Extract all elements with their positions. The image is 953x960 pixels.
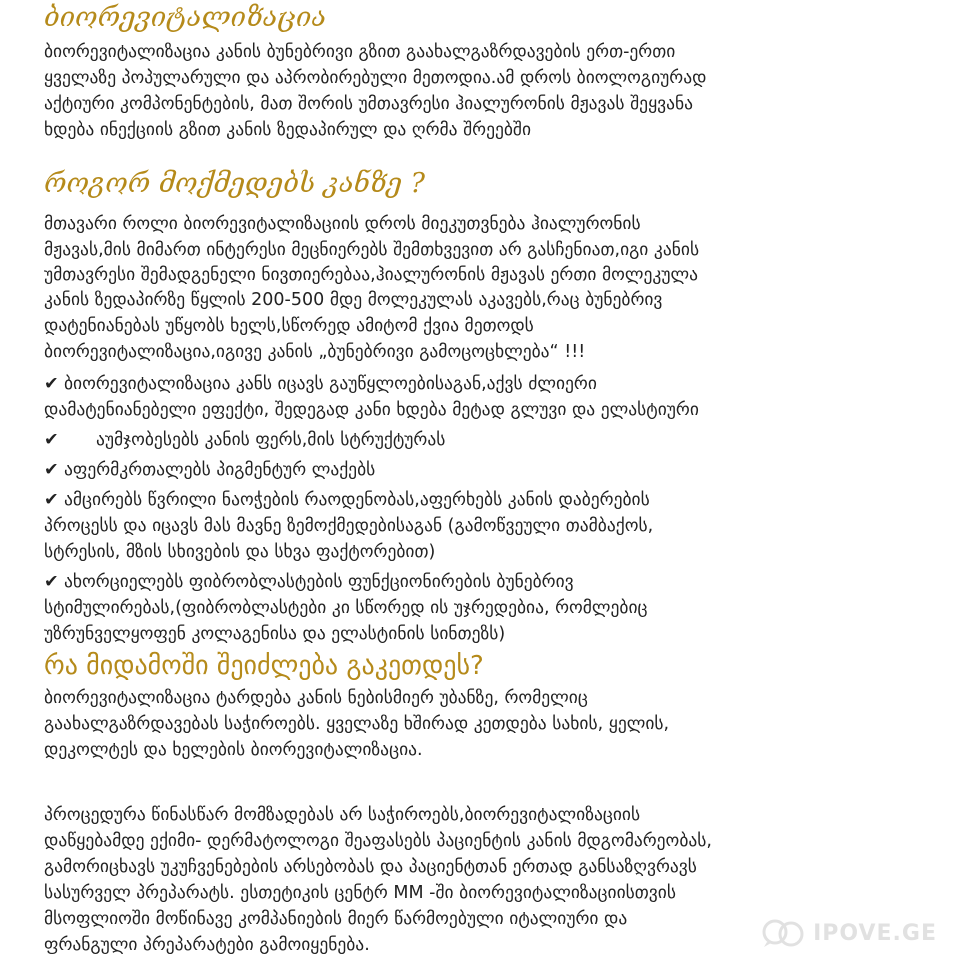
bullet-text: აფერმკრთალებს პიგმენტურ ლაქებს bbox=[64, 460, 376, 480]
paragraph-line: ბიორევიტალიზაცია,იგივე კანის „ბუნებრივი გამოცოცხლება“ !!! bbox=[44, 342, 586, 362]
bullet-item bbox=[44, 570, 574, 594]
paragraph-line: ფრანგული პრეპარატები გამოიყენება. bbox=[44, 935, 370, 955]
section-heading-biorevitalization: ბიორევიტალიზაცია bbox=[44, 2, 327, 33]
checkmark-icon: ✔ bbox=[44, 490, 59, 510]
paragraph-line: ბიორევიტალიზაცია კანის ბუნებრივი გზით გაახალგაზრდავების ერთ-ერთი bbox=[44, 42, 676, 62]
bullet-continuation-line: სტრესის, მზის სხივების და სხვა ფაქტორებით) bbox=[44, 542, 436, 562]
paragraph-line: პროცედურა წინასწარ მომზადებას არ საჭიროებს,ბიორევიტალიზაციის bbox=[44, 805, 641, 825]
paragraph-line: მსოფლიოში მოწინავე კომპანიების მიერ წარმოებული იტალიური და bbox=[44, 909, 628, 929]
section-heading-how-it-works: როგორ მოქმედებს კანზე ? bbox=[44, 168, 426, 199]
bullet-text: აუმჯობესებს კანის ფერს,მის სტრუქტურას bbox=[96, 430, 446, 450]
checkmark-icon: ✔ bbox=[44, 572, 59, 592]
paragraph-line: მჟავას,მის მიმართ ინტერესი მეცნიერებს შემთხვევით არ გასჩენიათ,იგი კანის bbox=[44, 240, 700, 260]
watermark bbox=[761, 918, 937, 948]
paragraph-line: დაწყებამდე ექიმი- დერმატოლოგი შეაფასებს პაციენტის კანის მდგომარეობას, bbox=[44, 831, 712, 851]
bullet-item bbox=[44, 458, 375, 482]
paragraph-line: ხდება ინექციის გზით კანის ზედაპირულ და ღრმა შრეებში bbox=[44, 120, 532, 140]
bullet-item bbox=[44, 372, 597, 396]
section-heading-treatment-areas: რა მიდამოში შეიძლება გაკეთდეს? bbox=[44, 651, 484, 681]
bullet-continuation-line: უზრუნველყოფენ კოლაგენისა და ელასტინის სინთეზს) bbox=[44, 624, 506, 644]
paragraph-line: გამორიცხავს უკუჩვენებების არსებობას და პაციენტთან ერთად განსაზღვრავს bbox=[44, 857, 697, 877]
bullet-item bbox=[44, 428, 445, 452]
paragraph-line: ყველაზე პოპულარული და აპრობირებული მეთოდია.ამ დროს ბიოლოგიურად bbox=[44, 68, 707, 88]
paragraph-line: სასურველ პრეპარატს. ესთეტიკის ცენტრ MM -ში ბიორევიტალიზაციისთვის bbox=[44, 883, 676, 903]
paragraph-line: გაახალგაზრდავებას საჭიროებს. ყველაზე ხშირად კეთდება სახის, ყელის, bbox=[44, 714, 670, 734]
speech-bubble-icon bbox=[761, 918, 805, 948]
bullet-text: ბიორევიტალიზაცია კანს იცავს გაუწყლოებისაგან,აქვს ძლიერი bbox=[64, 374, 597, 394]
checkmark-icon: ✔ bbox=[44, 460, 59, 480]
paragraph-line: კანის ზედაპირზე წყლის 200-500 მდე მოლეკულას აკავებს,რაც ბუნებრივ bbox=[44, 290, 663, 310]
bullet-text: ახორციელებს ფიბრობლასტების ფუნქციონირების ბუნებრივ bbox=[64, 572, 574, 592]
paragraph-line: უმთავრესი შემადგენელი ნივთიერებაა,ჰიალურონის მჟავას ერთი მოლეკულა bbox=[44, 265, 698, 285]
bullet-continuation-line: სტიმულირებას,(ფიბრობლასტები კი სწორედ ის უჯრედებია, რომლებიც bbox=[44, 598, 648, 618]
bullet-item bbox=[44, 488, 650, 512]
paragraph-line: დატენიანებას უწყობს ხელს,სწორედ ამიტომ ქვია მეთოდს bbox=[44, 316, 534, 336]
checkmark-icon: ✔ bbox=[44, 430, 59, 450]
paragraph-line: აქტიური კომპონენტების, მათ შორის უმთავრესი ჰიალურონის მჟავას შეყვანა bbox=[44, 94, 694, 114]
paragraph-line: დეკოლტეს და ხელების ბიორევიტალიზაცია. bbox=[44, 740, 423, 760]
bullet-text: ამცირებს წვრილი ნაოჭების რაოდენობას,აფერხებს კანის დაბერების bbox=[64, 490, 650, 510]
bullet-continuation-line: დამატენიანებელი ეფექტი, შედეგად კანი ხდება მეტად გლუვი და ელასტიური bbox=[44, 400, 699, 420]
bullet-continuation-line: პროცესს და იცავს მას მავნე ზემოქმედებისაგან (გამოწვეული თამბაქოს, bbox=[44, 516, 654, 536]
checkmark-icon: ✔ bbox=[44, 374, 59, 394]
watermark-text: IPOVE.GE bbox=[813, 920, 937, 946]
paragraph-line: ბიორევიტალიზაცია ტარდება კანის ნებისმიერ უბანზე, რომელიც bbox=[44, 688, 588, 708]
paragraph-line: მთავარი როლი ბიორევიტალიზაციის დროს მიეკუთვნება ჰიალურონის bbox=[44, 214, 641, 234]
